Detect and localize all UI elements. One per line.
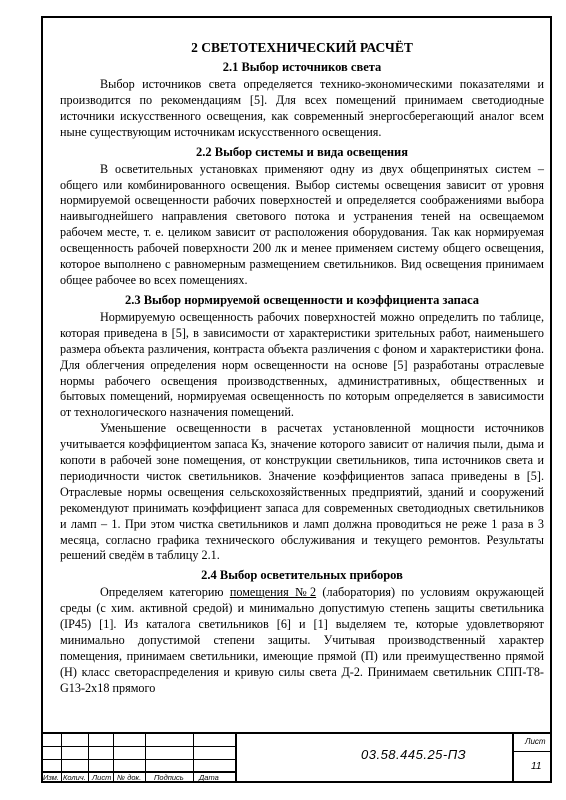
section-heading-2-3: 2.3 Выбор нормируемой освещенности и коэффициента запаса [124,292,480,307]
sheet-label: Лист [525,737,546,746]
label-doc-number: № док. [117,773,142,782]
paragraph: Уменьшение освещенности в расчетах установленной мощности источников учитывается коэффициентом запаса Кз, значение которого зависит от наличия пыли, дыма и копоти в рабочей зоне помещения, от конструкции светильников, типа источников света и периодичности чисток светильников. Значение коэффициентов запаса приведены в [5]. Отраслевые нормы освещения сельскохозяйственных предприятий, зданий и сооружений рекомендуют принимать коэффициент запаса для современных светодиодных светильников и ламп – 1. При этом чистка светильников и ламп должна проводиться не реже 1 раза в 3 месяца, согласно графика технического обслуживания и текущего ремонтов. Результаты решений сведём в таблицу 2.1. [60,421,544,563]
paragraph: Нормируемую освещенность рабочих поверхностей можно определить по таблице, которая приведена в [5], в зависимости от характеристики зрительных работ, наименьшего размера объекта различения, контраста объекта различения с фоном и характеристики фона. Для облегчения определения норм освещенности на основе [5] разработаны отраслевые нормы рабочего освещения производственных, административных, общественных и бытовых помещений, нормируемая освещенность по которым определяется в зависимости от технологического назначения помещений. [60,309,544,420]
label-kolich: Колич. [63,773,86,782]
label-date: Дата [199,773,219,782]
label-list: Лист [92,773,112,782]
text-run: (лаборатория) по условиям окружающей среды (с хим. активной средой) и минимально допустимую степень защиты светильника (IP45) [1]. Из каталога светильников [6] и [1] выделяем те, которые удовлетворяют минимально допустимой степени защиты. Учитывая производственный характер помещения, принимаем светильники, имеющие прямой (П) или преимущественно прямой (Н) класс светораспределения и кривую силы света Д-2. Принимаем светильник СПП-Т8-G13-2х18 прямого [60,585,545,695]
paragraph: Выбор источников света определяется технико-экономическими показателями и производится по рекомендациям [5]. Для всех помещений принимаем светодиодные источники искусственного освещения, как современный энергосберегающий аналог всем ныне существующим источникам искусственного освещения. [60,77,544,139]
underlined-room-reference: помещения №2 [229,585,317,600]
chapter-title: 2 СВЕТОТЕХНИЧЕСКИЙ РАСЧЁТ [191,40,413,55]
paragraph: В осветительных установках применяют одну из двух общепринятых систем – общего или комбинированного освещения. Выбор системы освещения зависит от уровня нормируемой освещенности рабочих поверхностей и определяется соображениями выбора наивыгоднейшего направления светового потока и устранения теней на освещаемом рабочем месте, т. е. целиком зависит от расположения оборудования. Так как нормируемая освещенность рабочей поверхности 200 лк и менее применяем систему общего освещения, которое выполнено с равномерным размещением светильников. Вид освещения принимаем общее рабочее во всех помещениях. [60,161,544,287]
label-izm: Изм. [43,773,59,782]
document-code: 03.58.445.25-ПЗ [361,747,467,762]
title-block [41,732,552,783]
sheet-number: 11 [531,761,542,772]
text-run: Определяем категорию [100,585,230,600]
section-heading-2-4: 2.4 Выбор осветительных приборов [201,568,403,583]
paragraph [60,585,544,696]
document-body [60,40,544,697]
section-heading-2-2: 2.2 Выбор системы и вида освещения [196,144,408,159]
section-heading-2-1: 2.1 Выбор источников света [222,60,382,74]
label-signature: Подпись [154,773,184,782]
